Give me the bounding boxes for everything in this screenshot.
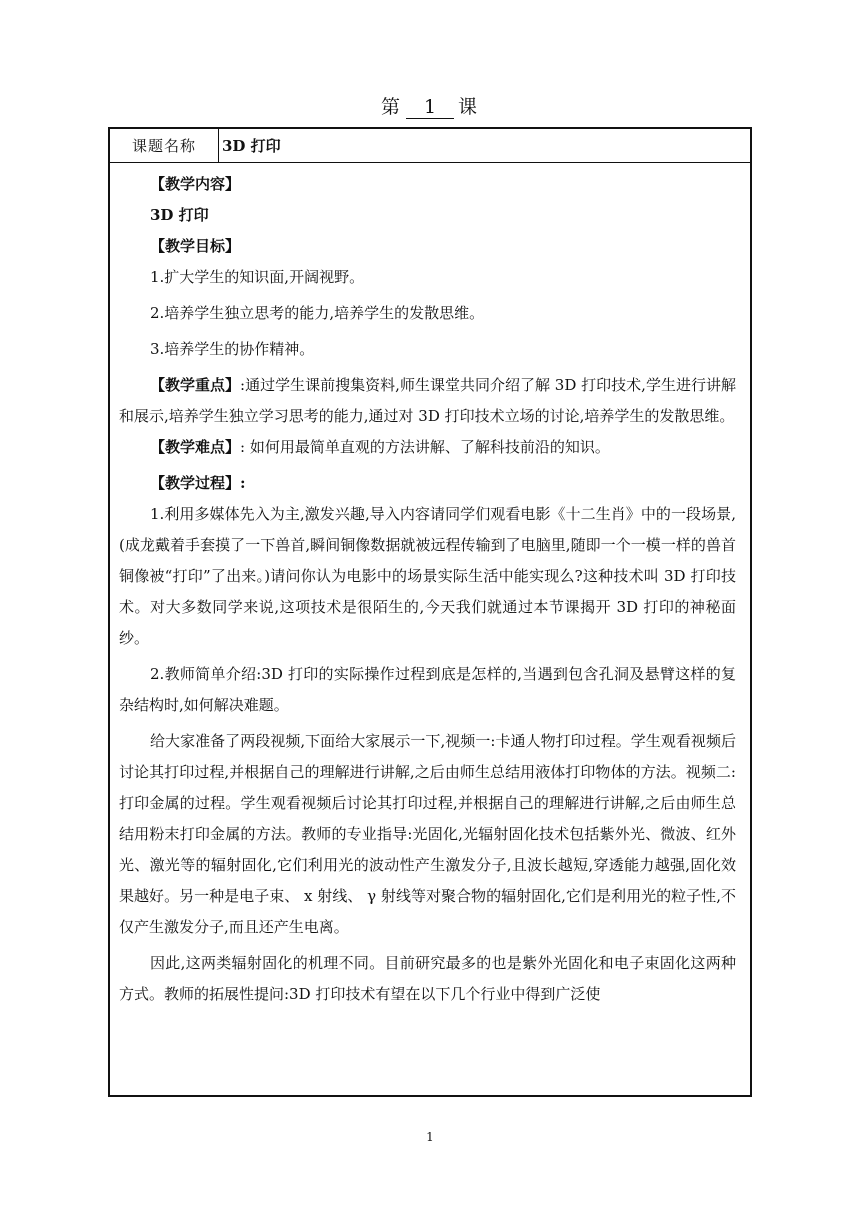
goal-item: 3.培养学生的协作精神。 — [150, 340, 315, 358]
goals-heading: 【教学目标】 — [150, 237, 241, 255]
process-paragraph: 1.利用多媒体先入为主,激发兴趣,导入内容请同学们观看电影《十二生肖》中的一段场景,(成龙戴着手套摸了一下兽首,瞬间铜像数据就被远程传输到了电脑里,随即一个一模一样的兽首铜像被“打印”了出来。)请问你认为电影中的场景实际生活中能实现么?这种技术叫 3D 打印技术。对大多数同学来说,这项技术是很陌生的,今天我们就通过本节课揭开 3D 打印的神秘面纱。 — [119, 505, 736, 647]
process-paragraph: 因此,这两类辐射固化的机理不同。目前研究最多的也是紫外光固化和电子束固化这两种方式。教师的拓展性提问:3D 打印技术有望在以下几个行业中得到广泛使 — [119, 954, 736, 1003]
process-paragraph: 给大家准备了两段视频,下面给大家展示一下,视频一:卡通人物打印过程。学生观看视频后讨论其打印过程,并根据自己的理解进行讲解,之后由师生总结用液体打印物体的方法。视频二:打印金属的过程。学生观看视频后讨论其打印过程,并根据自己的理解进行讲解,之后由师生总结用粉末打印金属的方法。教师的专业指导:光固化,光辐射固化技术包括紫外光、微波、红外光、激光等的辐射固化,它们利用光的波动性产生激发分子,且波长越短,穿透能力越强,固化效果越好。另一种是电子束、 x 射线、 γ 射线等对聚合物的辐射固化,它们是利用光的粒子性,不仅产生激发分子,而且还产生电离。 — [119, 732, 736, 936]
lesson-number: 1 — [406, 96, 454, 119]
lesson-content — [110, 163, 750, 1010]
difficulty-text: : 如何用最简单直观的方法讲解、了解科技前沿的知识。 — [240, 438, 610, 456]
key-text: :通过学生课前搜集资料,师生课堂共同介绍了解 3D 打印技术,学生进行讲解和展示,培养学生独立学习思考的能力,通过对 3D 打印技术立场的讨论,培养学生的发散思维。 — [119, 376, 736, 425]
difficulty — [119, 432, 736, 463]
topic-value: 3D 打印 — [222, 137, 281, 155]
process-paragraph: 2.教师简单介绍:3D 打印的实际操作过程到底是怎样的,当遇到包含孔洞及悬臂这样的复杂结构时,如何解决难题。 — [119, 665, 736, 714]
content-text: 3D 打印 — [150, 206, 209, 224]
key-heading: 【教学重点】 — [150, 376, 241, 394]
process-heading: 【教学过程】: — [150, 474, 246, 492]
content-heading: 【教学内容】 — [150, 175, 241, 193]
lesson-title-prefix: 第 — [380, 96, 402, 118]
key-points — [119, 370, 736, 432]
topic-row — [110, 129, 750, 163]
topic-label: 课题名称 — [110, 129, 219, 162]
lesson-table — [108, 127, 752, 1097]
goal-item: 2.培养学生独立思考的能力,培养学生的发散思维。 — [150, 304, 485, 322]
goal-item: 1.扩大学生的知识面,开阔视野。 — [150, 268, 365, 286]
page-number: 1 — [426, 1130, 434, 1144]
lesson-title — [0, 92, 860, 119]
lesson-title-suffix: 课 — [458, 96, 480, 118]
difficulty-heading: 【教学难点】 — [150, 438, 241, 456]
